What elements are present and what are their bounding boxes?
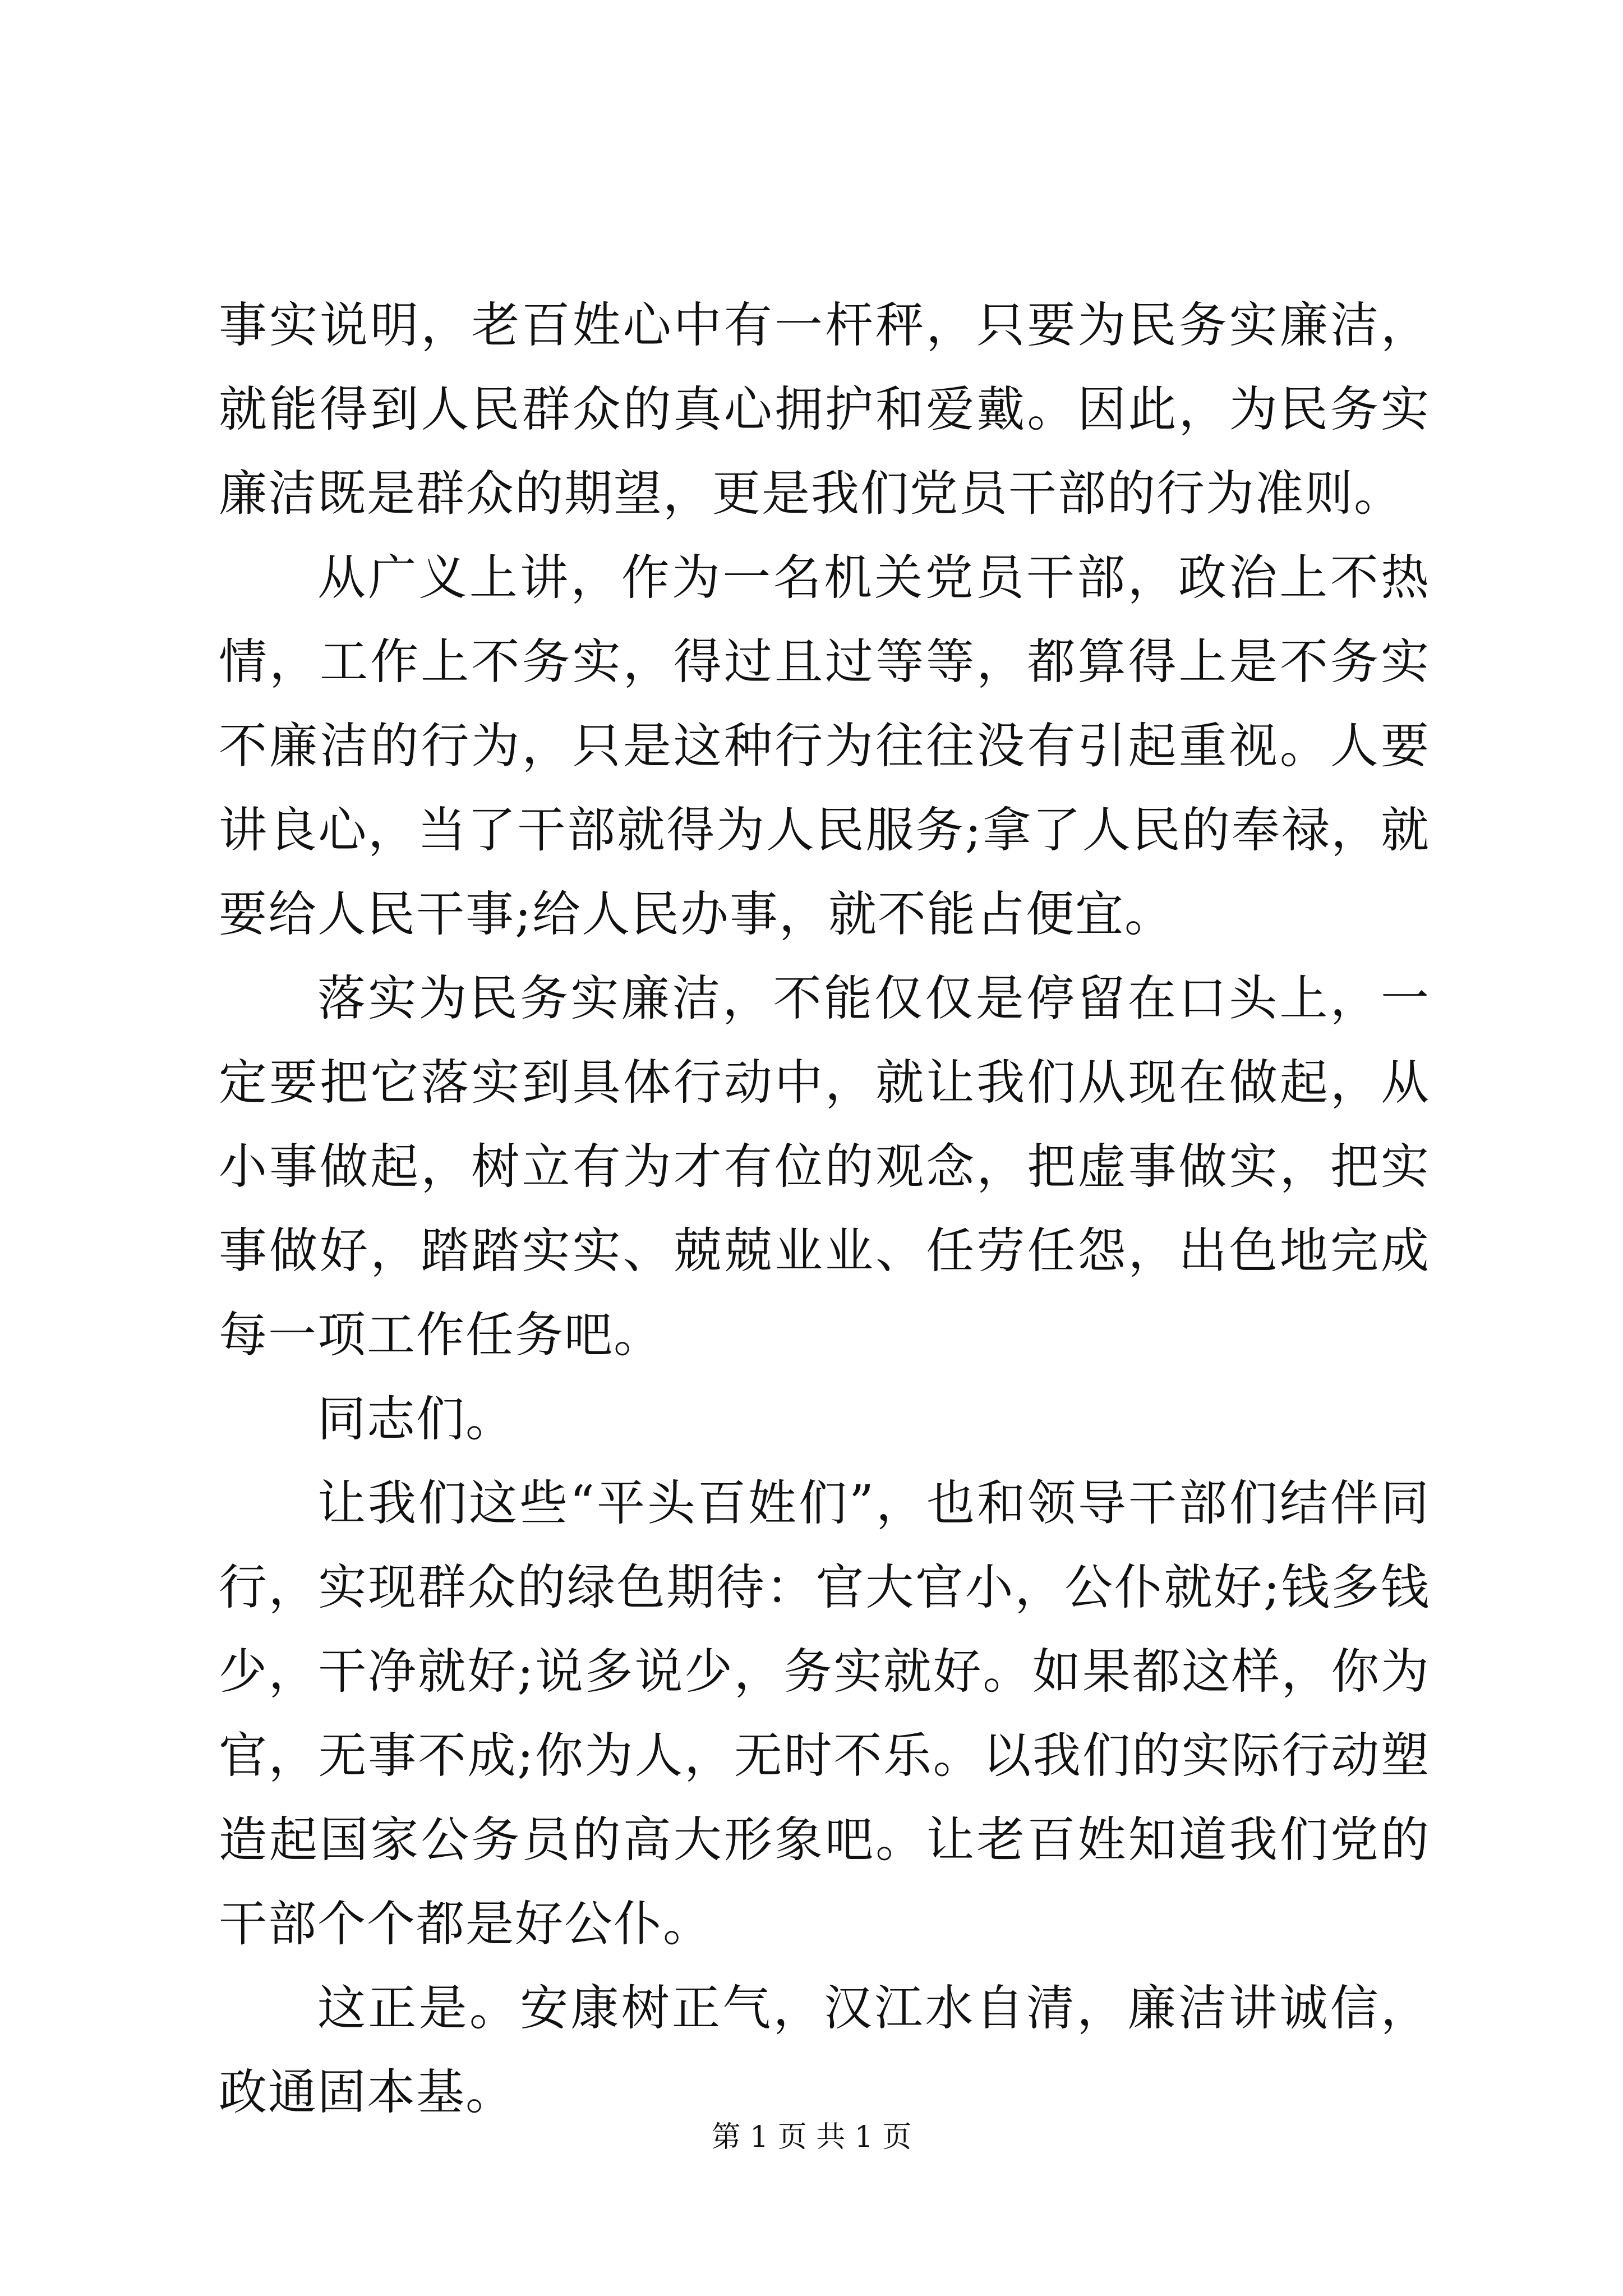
page-number-footer: 第 1 页 共 1 页 bbox=[711, 2120, 912, 2154]
document-body bbox=[219, 283, 1430, 2134]
paragraph-continuation: 事实说明，老百姓心中有一杆秤，只要为民务实廉洁，就能得到人民群众的真心拥护和爱戴。因此，为民务实廉洁既是群众的期望，更是我们党员干部的行为准则。 bbox=[219, 297, 1430, 522]
paragraph: 同志们。 bbox=[317, 1391, 515, 1447]
paragraph: 从广义上讲，作为一名机关党员干部，政治上不热情，工作上不务实，得过且过等等，都算得上是不务实不廉洁的行为，只是这种行为往往没有引起重视。人要讲良心，当了干部就得为人民服务;拿了人民的奉禄，就要给人民干事;给人民办事，就不能占便宜。 bbox=[219, 550, 1430, 942]
paragraph-closing: 这正是。安康树正气，汉江水自清，廉洁讲诚信，政通固本基。 bbox=[219, 1980, 1430, 2120]
paragraph: 落实为民务实廉洁，不能仅仅是停留在口头上，一定要把它落实到具体行动中，就让我们从现在做起，从小事做起，树立有为才有位的观念，把虚事做实，把实事做好，踏踏实实、兢兢业业、任劳任怨，出色地完成每一项工作任务吧。 bbox=[219, 970, 1430, 1363]
paragraph: 让我们这些“平头百姓们”，也和领导干部们结伴同行，实现群众的绿色期待：官大官小，公仆就好;钱多钱少，干净就好;说多说少，务实就好。如果都这样，你为官，无事不成;你为人，无时不乐。以我们的实际行动塑造起国家公务员的高大形象吧。让老百姓知道我们党的干部个个都是好公仆。 bbox=[219, 1475, 1430, 1952]
